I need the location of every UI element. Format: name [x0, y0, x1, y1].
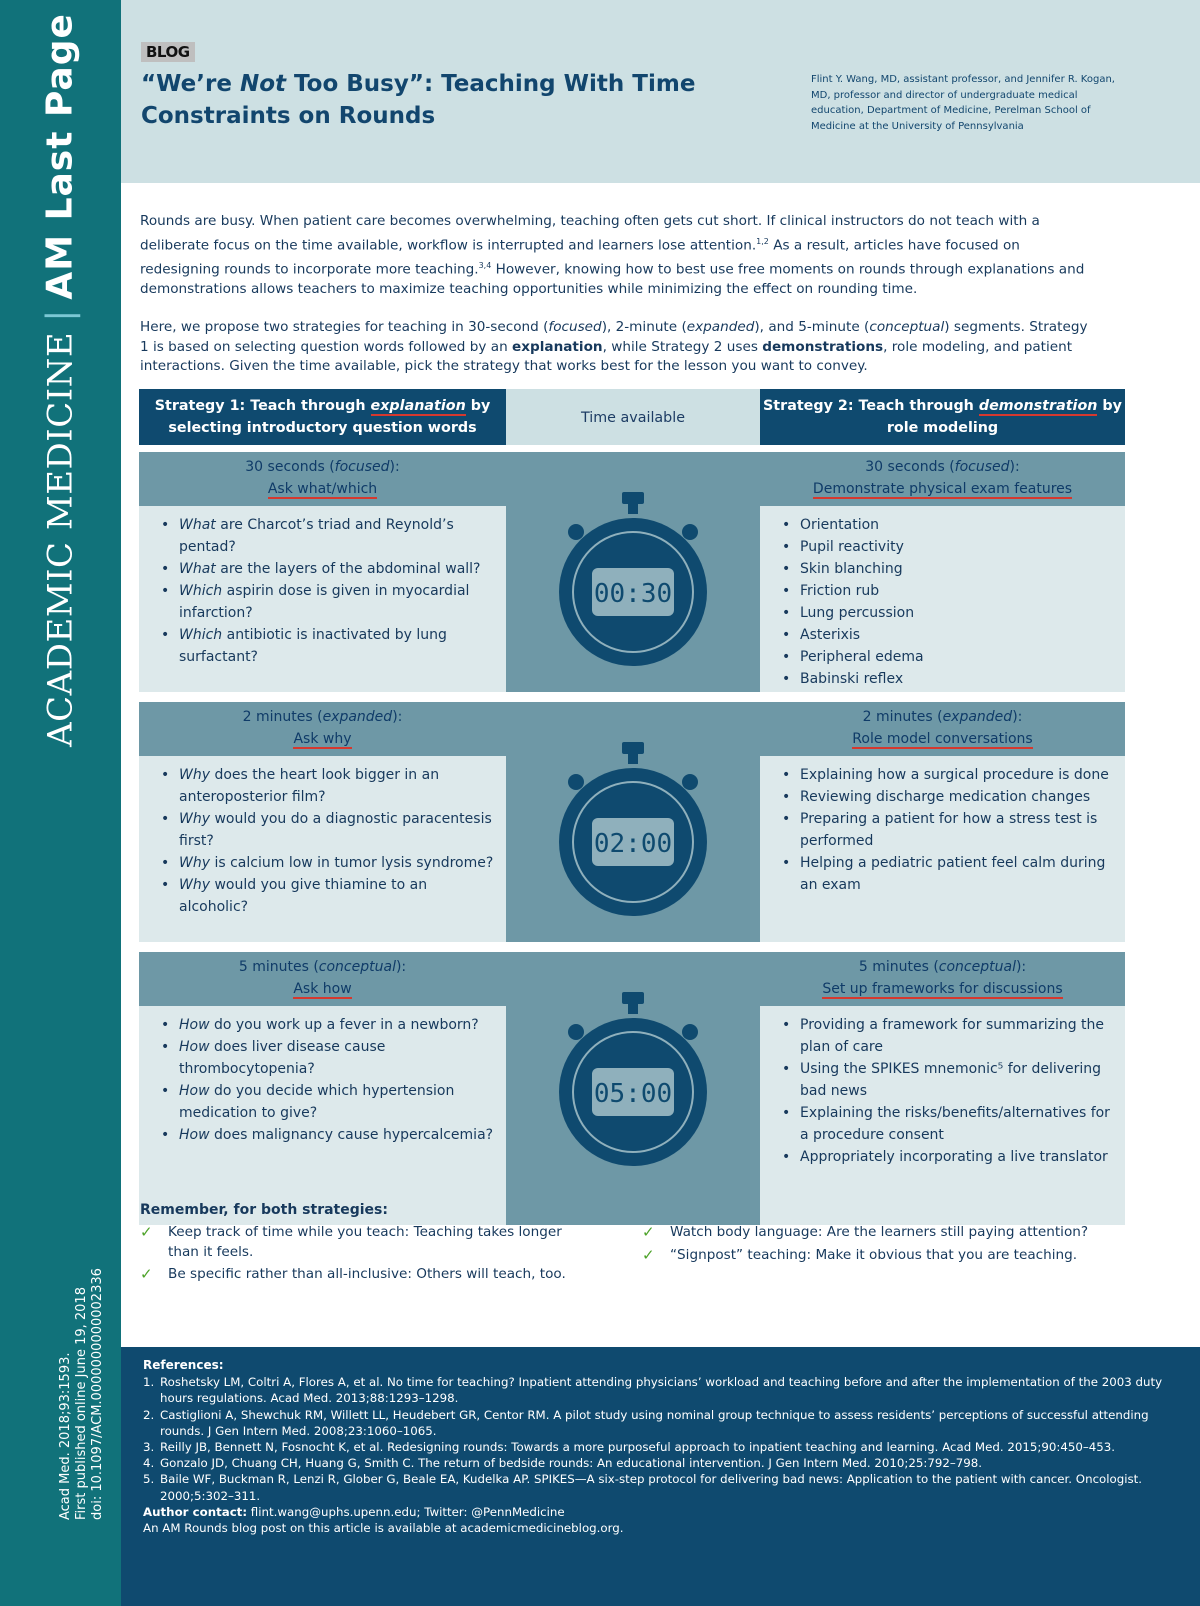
right-time-heading: 30 seconds (focused): Demonstrate physical exam features: [760, 452, 1125, 506]
left-time-heading: 30 seconds (focused): Ask what/which: [139, 452, 506, 506]
right-strategy-cell: [760, 506, 1125, 692]
citation-line: First published online June 19, 2018: [74, 1287, 89, 1520]
checkmark-icon: ✓: [140, 1223, 153, 1241]
time-available-header: Time available: [506, 389, 760, 445]
right-strategy-cell: [760, 756, 1125, 942]
reference-item: 4. Gonzalo JD, Chuang CH, Huang G, Smith C. The return of bedside rounds: An educational intervention. J Gen Intern Med. 2010;25:792–798.: [143, 1456, 983, 1471]
banner-divider: |: [39, 309, 81, 322]
stopwatch-icon: [558, 742, 708, 918]
question-item: • Why would you give thiamine to an alcoholic?: [161, 874, 496, 918]
demonstration-item: • Helping a pediatric patient feel calm during an exam: [782, 852, 1115, 896]
demonstration-item: • Lung percussion: [782, 602, 1115, 624]
demonstration-item: • Appropriately incorporating a live translator: [782, 1146, 1115, 1168]
question-item: • How do you work up a fever in a newborn?: [161, 1014, 496, 1036]
remember-title: Remember, for both strategies:: [140, 1202, 388, 1218]
remember-item: ✓ Keep track of time while you teach: Teaching takes longer than it feels.: [140, 1223, 562, 1260]
question-item: • What are the layers of the abdominal wall?: [161, 558, 496, 580]
reference-item: 5. Baile WF, Buckman R, Lenzi R, Glober G, Beale EA, Kudelka AP. SPIKES—A six-step protocol for delivering bad news: Application to the patient with cancer. Oncologist. 2000;5:302–311.: [143, 1472, 1143, 1503]
author-contact: Author contact: flint.wang@uphs.upenn.edu; Twitter: @PennMedicine: [143, 1504, 565, 1519]
demonstration-item: • Friction rub: [782, 580, 1115, 602]
strategy-1-header: Strategy 1: Teach through explanation by selecting introductory question words: [139, 389, 506, 445]
remember-item: ✓ “Signpost” teaching: Make it obvious that you are teaching.: [642, 1245, 1078, 1264]
svg-text:02:00: 02:00: [593, 829, 673, 859]
checkmark-icon: ✓: [642, 1245, 655, 1264]
remember-section: [140, 1201, 1100, 1283]
article-title: “We’re Not Too Busy”: Teaching With Time Constraints on Rounds: [141, 71, 696, 129]
svg-text:00:30: 00:30: [593, 579, 673, 609]
question-item: • Which antibiotic is inactivated by lung surfactant?: [161, 624, 496, 668]
question-item: • Which aspirin dose is given in myocardial infarction?: [161, 580, 496, 624]
reference-item: 1. Roshetsky LM, Coltri A, Flores A, et al. No time for teaching? Inpatient attending physicians’ workload and teaching before and after the implementation of the 2003 duty hours regulations. Acad Med. 2013;88:1293–1298.: [143, 1375, 1163, 1406]
question-item: • What are Charcot’s triad and Reynold’s pentad?: [161, 514, 496, 558]
demonstration-item: • Preparing a patient for how a stress test is performed: [782, 808, 1115, 852]
section-name: AM Last Page: [39, 13, 81, 300]
right-strategy-cell: [760, 1006, 1125, 1225]
left-time-heading: 5 minutes (conceptual): Ask how: [139, 952, 506, 1006]
blog-note: An AM Rounds blog post on this article is available at academicmedicineblog.org.: [143, 1521, 624, 1536]
citation-line: Acad Med. 2018;93:1593.: [58, 1352, 73, 1520]
references-section: [121, 1347, 1200, 1606]
reference-item: 2. Castiglioni A, Shewchuk RM, Willett LL, Heudebert GR, Centor RM. A pilot study using nominal group technique to assess residents’ perceptions of successful attending rounds. J Gen Intern Med. 2008;23:1060–1065.: [143, 1407, 1149, 1438]
strategy-2-header: Strategy 2: Teach through demonstration by role modeling: [760, 389, 1125, 445]
journal-banner: [40, 13, 81, 747]
remember-list-right: [642, 1223, 1102, 1268]
left-strategy-subheading: Ask how: [293, 981, 352, 997]
references-list: [143, 1374, 1178, 1504]
left-time-heading: 2 minutes (expanded): Ask why: [139, 702, 506, 756]
intro-paragraph-1: Rounds are busy. When patient care becomes overwhelming, teaching often gets cut short. If clinical instructors do not teach with a deliberate focus on the time available, workflow is interrupted and learners lose attention.$^{1,2}$ As a result, articles have focused on redesigning rounds to incorporate more teaching.$^{3,4}$ However, knowing how to best use free moments on rounds through explanations and demonstrations allows teachers to maximize teaching opportunities while minimizing the effect on rounding time.: [140, 213, 1085, 297]
question-item: • Why does the heart look bigger in an anteroposterior film?: [161, 764, 496, 808]
question-item: • How do you decide which hypertension medication to give?: [161, 1080, 496, 1124]
left-strategy-cell: [139, 1006, 506, 1225]
remember-item: ✓ Watch body language: Are the learners still paying attention?: [642, 1223, 1089, 1241]
question-item: • How does liver disease cause thrombocytopenia?: [161, 1036, 496, 1080]
intro-text: [140, 212, 1100, 396]
question-item: • Why is calcium low in tumor lysis syndrome?: [161, 852, 496, 874]
demonstration-item: • Skin blanching: [782, 558, 1115, 580]
left-strategy-cell: [139, 506, 506, 692]
remember-list-left: [140, 1223, 580, 1288]
demonstration-item: • Asterixis: [782, 624, 1115, 646]
demonstration-item: • Peripheral edema: [782, 646, 1115, 668]
demonstration-item: • Providing a framework for summarizing the plan of care: [782, 1014, 1115, 1058]
right-strategy-subheading: Set up frameworks for discussions: [822, 981, 1063, 997]
citation-line: doi: 10.1097/ACM.0000000000002336: [90, 1268, 105, 1520]
right-strategy-subheading: Demonstrate physical exam features: [812, 481, 1073, 497]
stopwatch-icon: [558, 992, 708, 1168]
demonstration-item: • Reviewing discharge medication changes: [782, 786, 1115, 808]
strategy-table: [139, 389, 1125, 1179]
citation-block: [58, 1220, 106, 1520]
journal-name: ACADEMIC MEDICINE: [40, 331, 81, 747]
question-item: • How does malignancy cause hypercalcemia?: [161, 1124, 496, 1146]
question-item: • Why would you do a diagnostic paracentesis first?: [161, 808, 496, 852]
demonstration-item: • Orientation: [782, 514, 1115, 536]
left-strategy-cell: [139, 756, 506, 942]
blog-tag: BLOG: [141, 42, 195, 62]
left-strategy-subheading: Ask what/which: [267, 481, 378, 497]
author-info: Flint Y. Wang, MD, assistant professor, and Jennifer R. Kogan, MD, professor and director of undergraduate medical education, Department of Medicine, Perelman School of Medicine at the University of Pennsylvania: [811, 74, 1115, 132]
demonstration-item: • Pupil reactivity: [782, 536, 1115, 558]
demonstration-item: • Babinski reflex: [782, 668, 1115, 690]
demonstration-item: • Explaining how a surgical procedure is done: [782, 764, 1115, 786]
checkmark-icon: ✓: [642, 1223, 655, 1241]
remember-item: ✓ Be specific rather than all-inclusive: Others will teach, too.: [140, 1265, 566, 1283]
left-sidebar: [0, 0, 121, 1606]
right-time-heading: 5 minutes (conceptual): Set up frameworks for discussions: [760, 952, 1125, 1006]
checkmark-icon: ✓: [140, 1265, 153, 1283]
demonstration-item: • Using the SPIKES mnemonic⁵ for delivering bad news: [782, 1058, 1115, 1102]
reference-item: 3. Reilly JB, Bennett N, Fosnocht K, et al. Redesigning rounds: Towards a more purposeful approach to inpatient teaching and learning. Acad Med. 2015;90:450–453.: [143, 1440, 1116, 1455]
svg-text:05:00: 05:00: [593, 1079, 673, 1109]
article-header: [121, 0, 1200, 183]
right-strategy-subheading: Role model conversations: [852, 731, 1033, 747]
left-strategy-subheading: Ask why: [293, 731, 352, 747]
right-time-heading: 2 minutes (expanded): Role model conversations: [760, 702, 1125, 756]
stopwatch-icon: [558, 492, 708, 668]
demonstration-item: • Explaining the risks/benefits/alternatives for a procedure consent: [782, 1102, 1115, 1146]
intro-paragraph-2: Here, we propose two strategies for teaching in 30-second (focused), 2-minute (expanded), and 5-minute (conceptual) segments. Strategy 1 is based on selecting question words followed by an explanation, while Strategy 2 uses demonstrations, role modeling, and patient interactions. Given the time available, pick the strategy that works best for the lesson you want to convey.: [140, 319, 1088, 375]
references-title: References:: [143, 1358, 224, 1372]
